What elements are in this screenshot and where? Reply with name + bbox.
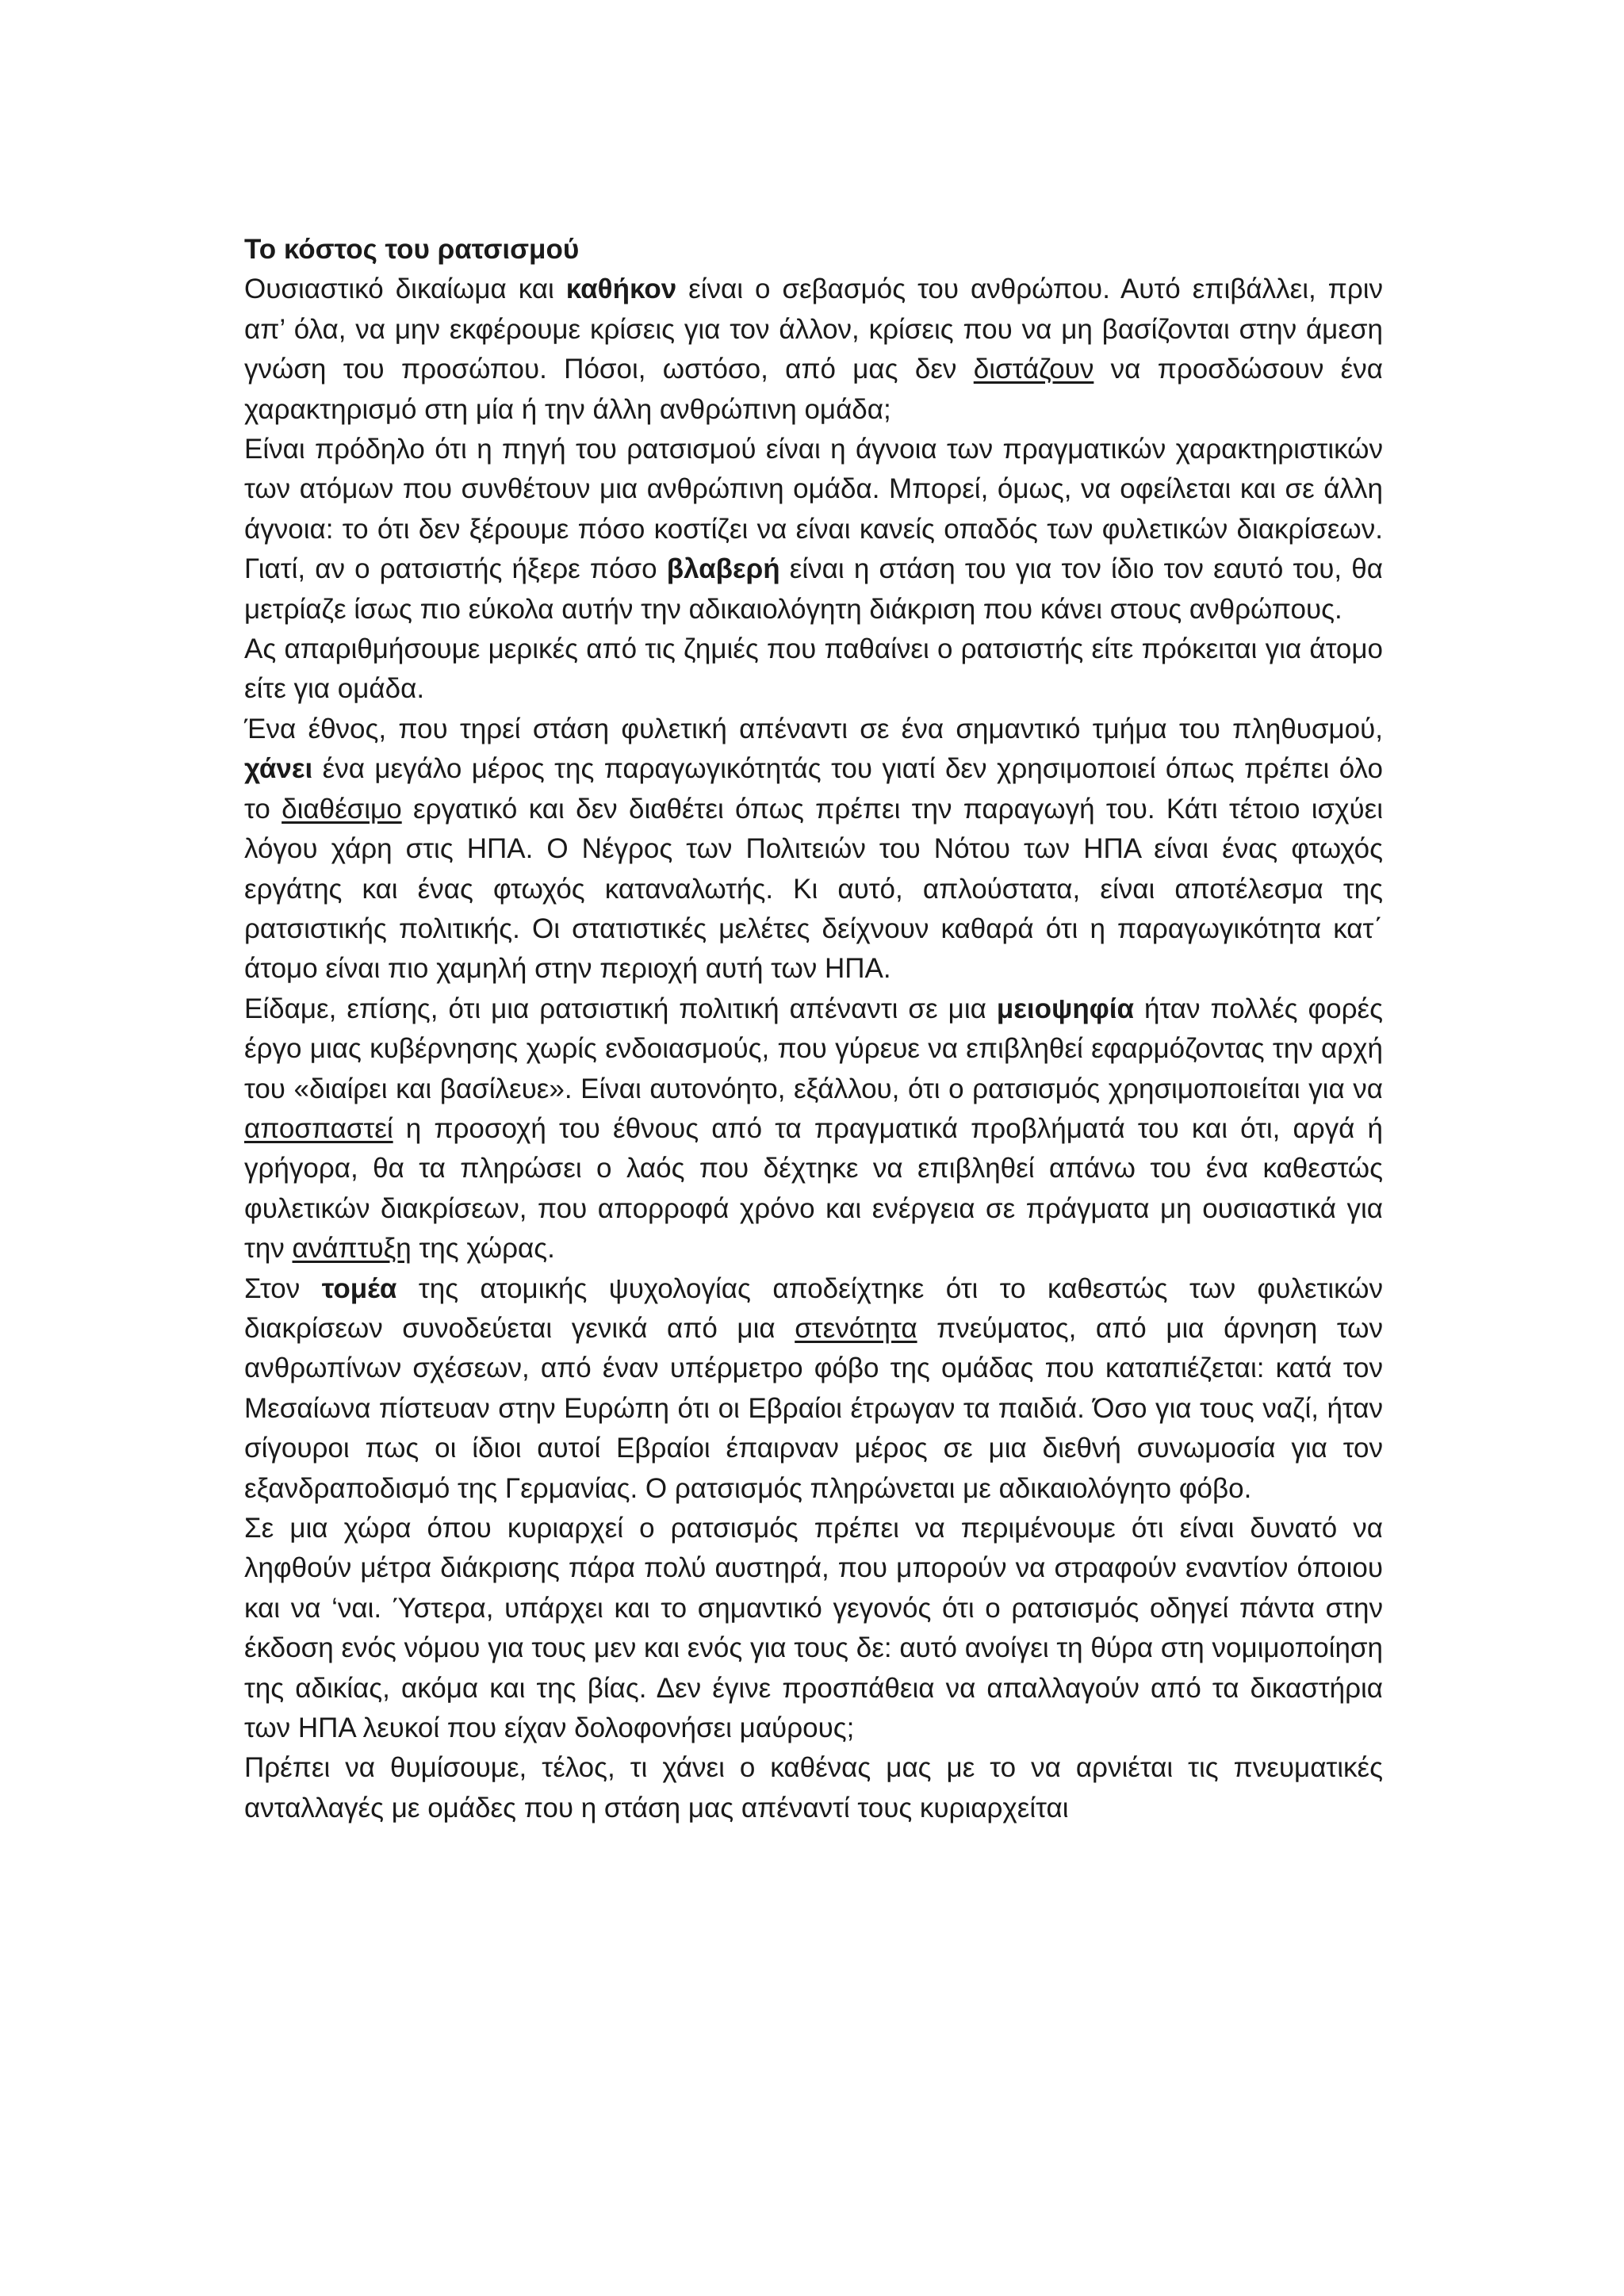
text-segment: Είναι πρόδηλο ότι η πηγή του ρατσισμού είναι η άγνοια των πραγματικών χαρακτηριστικών των ατόμων που συνθέτουν μια ανθρώπινη ομάδα. Μπορεί, όμως, να οφείλεται και σε άλλη άγνοια: το ότι δεν ξέρουμε πόσο κοστίζει να είναι κανείς οπαδός των φυλετικών διακρίσεων. Γιατί, αν ο ρατσιστής ήξερε πόσο (244, 434, 1383, 585)
text-segment: να προσδώσουν ένα χαρακτηρισμό στη μία ή την άλλη ανθρώπινη ομάδα; (244, 354, 1383, 425)
text-segment: εργατικό και δεν διαθέτει όπως πρέπει την παραγωγή του. Κάτι τέτοιο ισχύει λόγου χάρη στις ΗΠΑ. Ο Νέγρος των Πολιτειών του Νότου των ΗΠΑ είναι ένας φτωχός εργάτης και ένας φτωχός καταναλωτής. Κι αυτό, απλούστατα, είναι αποτέλεσμα της ρατσιστικής πολιτικής. Οι στατιστικές μελέτες δείχνουν καθαρά ότι η παραγωγικότητα κατ΄ άτομο είναι πιο χαμηλή στην περιοχή αυτή των ΗΠΑ. (244, 793, 1383, 985)
text-segment: πνεύματος, από μια άρνηση των ανθρωπίνων σχέσεων, από έναν υπέρμετρο φόβο της ομάδας που καταπιέζεται: κατά τον Μεσαίωνα πίστευαν στην Ευρώπη ότι οι Εβραίοι έτρωγαν τα παιδιά. Όσο για τους ναζί, ήταν σίγουροι πως οι ίδιοι αυτοί Εβραίοι έπαιρναν μέρος σε μια διεθνή συνωμοσία για τον εξανδραποδισμό της Γερμανίας. Ο ρατσισμός πληρώνεται με αδικαιολόγητο φόβο. (244, 1312, 1383, 1504)
document-body (244, 230, 1383, 1828)
text-segment: Ας απαριθμήσουμε μερικές από τις ζημιές που παθαίνει ο ρατσιστής είτε πρόκειται για άτομο είτε για ομάδα. (244, 633, 1383, 705)
text-segment: ένα μεγάλο μέρος της παραγωγικότητάς του γιατί δεν χρησιμοποιεί όπως πρέπει όλο το (244, 753, 1383, 825)
text-segment: της ατομικής ψυχολογίας αποδείχτηκε ότι το καθεστώς των φυλετικών διακρίσεων συνοδεύεται γενικά από μια (244, 1272, 1383, 1344)
paragraph-4 (244, 710, 1383, 989)
document-title: Το κόστος του ρατσισμού (244, 234, 580, 265)
paragraph-1 (244, 270, 1383, 430)
bold-term: χάνει (244, 753, 313, 785)
text-segment: είναι ο σεβασμός του ανθρώπου. Αυτό επιβάλλει, πριν απ’ όλα, να μην εκφέρουμε κρίσεις για τον άλλον, κρίσεις που να μη βασίζονται στην άμεση γνώση του προσώπου. Πόσοι, ωστόσο, από μας δεν (244, 274, 1384, 385)
text-segment: Είδαμε, επίσης, ότι μια ρατσιστική πολιτική απέναντι σε μια (244, 993, 997, 1024)
underlined-term: στενότητα (795, 1312, 917, 1344)
bold-term: καθήκον (565, 274, 677, 305)
bold-term: τομέα (321, 1272, 397, 1304)
paragraph-5 (244, 989, 1383, 1269)
underlined-term: αποσπαστεί (244, 1112, 393, 1144)
text-segment: Πρέπει να θυμίσουμε, τέλος, τι χάνει ο καθένας μας με το να αρνιέται τις πνευματικές ανταλλαγές με ομάδες που η στάση μας απέναντί τους κυριαρχείται (244, 1752, 1383, 1823)
underlined-term: ανάπτυξη (292, 1233, 412, 1265)
paragraph-6 (244, 1269, 1383, 1509)
underlined-term: διστάζουν (973, 354, 1094, 385)
text-segment: είναι η στάση του για τον ίδιο τον εαυτό του, θα μετρίαζε ίσως πιο εύκολα αυτήν την αδικαιολόγητη διάκριση που κάνει στους ανθρώπους. (244, 553, 1383, 625)
text-segment: η προσοχή του έθνους από τα πραγματικά προβλήματά του και ότι, αργά ή γρήγορα, θα τα πληρώσει ο λαός που δέχτηκε να επιβληθεί απάνω του ένα καθεστώς φυλετικών διακρίσεων, που απορροφά χρόνο και ενέργεια σε πράγματα μη ουσιαστικά για την (244, 1112, 1383, 1265)
bold-term: μειοψηφία (996, 993, 1134, 1024)
text-segment: Σε μια χώρα όπου κυριαρχεί ο ρατσισμός πρέπει να περιμένουμε ότι είναι δυνατό να ληφθούν μέτρα διάκρισης πάρα πολύ αυστηρά, που μπορούν να στραφούν εναντίον όποιου και να ‘ναι. Ύστερα, υπάρχει και το σημαντικό γεγονός ότι ο ρατσισμός οδηγεί πάντα στην έκδοση ενός νόμου για τους μεν και ενός για τους δε: αυτό ανοίγει τη θύρα στη νομιμοποίηση της αδικίας, ακόμα και της βίας. Δεν έγινε προσπάθεια να απαλλαγούν από τα δικαστήρια των ΗΠΑ λευκοί που είχαν δολοφονήσει μαύρους; (244, 1513, 1383, 1744)
text-segment: της χώρας. (411, 1233, 555, 1265)
paragraph-7 (244, 1509, 1383, 1748)
text-segment: Στον (244, 1272, 322, 1304)
bold-term: βλαβερή (666, 553, 780, 585)
text-segment: ήταν πολλές φορές έργο μιας κυβέρνησης χωρίς ενδοιασμούς, που γύρευε να επιβληθεί εφαρμόζοντας την αρχή του «διαίρει και βασίλευε». Είναι αυτονόητο, εξάλλου, ότι ο ρατσισμός χρησιμοποιείται για να (244, 993, 1383, 1104)
underlined-term: διαθέσιμο (282, 793, 402, 825)
paragraph-8 (244, 1748, 1383, 1828)
paragraph-2 (244, 430, 1383, 629)
text-segment: Ένα έθνος, που τηρεί στάση φυλετική απέναντι σε ένα σημαντικό τμήμα του πληθυσμού, (244, 713, 1383, 744)
text-segment: Ουσιαστικό δικαίωμα και (244, 274, 566, 305)
paragraph-3 (244, 629, 1383, 710)
